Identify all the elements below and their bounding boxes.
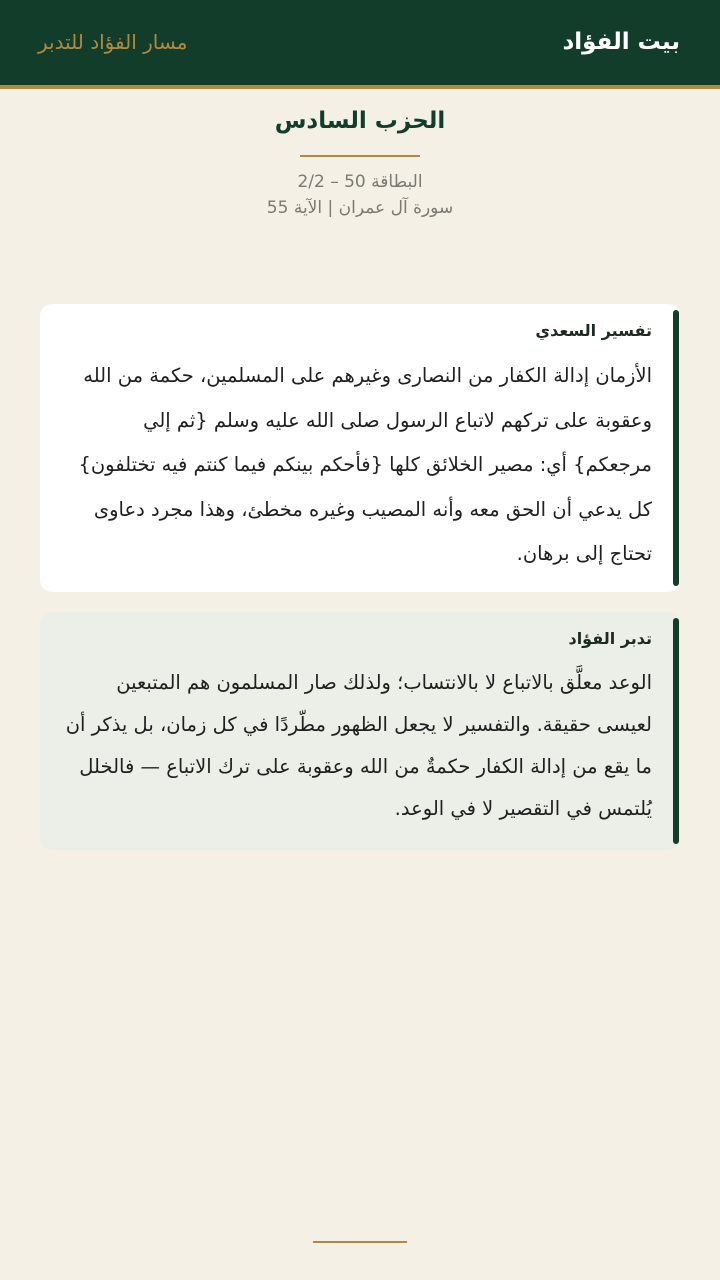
tafsir-card-text: الأزمان إدالة الكفار من النصارى وغيرهم على المسلمين، حكمة من الله وعقوبة على تركهم لاتباع الرسول صلى الله عليه وسلم {ثم إلي مرجعكم} أي: مصير الخلائق كلها {فأحكم بينكم فيما كنتم فيه تختلفون} كل يدعي أن الحق معه وأنه المصيب وغيره مخطئ، وهذا مجرد دعاوى تحتاج إلى برهان. [78,364,652,565]
tadabbur-card-accent-bar [673,618,679,844]
hizb-title: الحزب السادس [274,108,446,134]
title-divider [300,155,420,157]
app-brand-title[interactable]: بيت الفؤاد [562,29,680,55]
section-header [0,104,720,221]
tafsir-card [40,304,680,592]
bottom-divider [313,1241,407,1243]
tafsir-card-label: تفسير السعدي [535,321,652,340]
top-app-bar [0,0,720,89]
tadabbur-card-text: الوعد معلَّق بالاتباع لا بالانتساب؛ ولذلك صار المسلمون هم المتبعين لعيسى حقيقة. والتفسير لا يجعل الظهور مطّردًا في كل زمان، بل يذكر أن ما يقع من إدالة الكفار حكمةٌ من الله وعقوبة على ترك الاتباع — فالخلل يُلتمس في التقصير لا في الوعد. [65,671,652,820]
tadabbur-card-label: تدبر الفؤاد [568,629,652,648]
tadabbur-card [40,612,680,850]
tafsir-card-accent-bar [673,310,679,586]
card-position-label: البطاقة 50 – 2/2 [297,172,423,192]
app-tagline: مسار الفؤاد للتدبر [38,30,188,54]
surah-ayah-reference: سورة آل عمران | الآية 55 [266,198,454,218]
